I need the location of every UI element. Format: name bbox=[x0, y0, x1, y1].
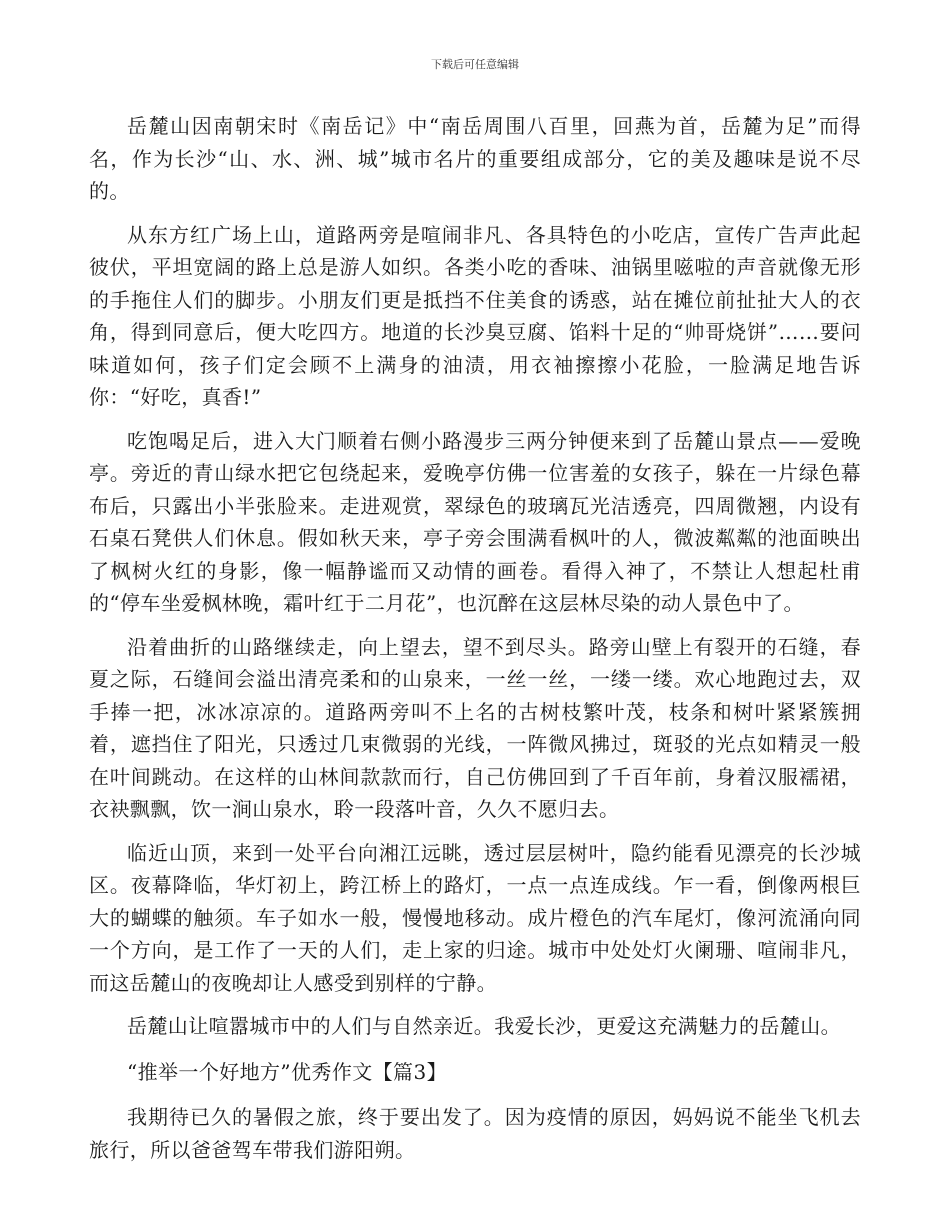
paragraph-intro: 岳麓山因南朝宋时《南岳记》中“南岳周围八百里，回燕为首，岳麓为足”而得名，作为长沙“山、水、洲、城”城市名片的重要组成部分，它的美及趣味是说不尽的。 bbox=[89, 114, 861, 203]
section-title: “推举一个好地方”优秀作文【篇3】 bbox=[127, 1059, 447, 1084]
paragraph-conclusion: 岳麓山让喧嚣城市中的人们与自然亲近。我爱长沙，更爱这充满魅力的岳麓山。 bbox=[127, 1014, 841, 1038]
paragraph-summer-trip: 我期待已久的暑假之旅，终于要出发了。因为疫情的原因，妈妈说不能坐飞机去旅行，所以爸爸驾车带我们游阳朔。 bbox=[89, 1105, 861, 1162]
paragraph-aiwan-pavilion: 吃饱喝足后，进入大门顺着右侧小路漫步三两分钟便来到了岳麓山景点——爱晚亭。旁近的青山绿水把它包绕起来，爱晚亭仿佛一位害羞的女孩子，躲在一片绿色幕布后，只露出小半张脸来。走进观赏，翠绿色的玻璃瓦光洁透亮，四周微翘，内设有石桌石凳供人们休息。假如秋天来，亭子旁会围满看枫叶的人，微波粼粼的池面映出了枫树火红的身影，像一幅静谧而又动情的画卷。看得入神了，不禁让人想起杜甫的“停车坐爱枫林晚，霜叶红于二月花”，也沉醉在这层林尽染的动人景色中了。 bbox=[89, 428, 861, 615]
paragraph-mountain-path: 沿着曲折的山路继续走，向上望去，望不到尽头。路旁山壁上有裂开的石缝，春夏之际，石缝间会溢出清亮柔和的山泉来，一丝一丝，一缕一缕。欢心地跑过去，双手捧一把，冰冰凉凉的。道路两旁叫不上名的古树枝繁叶茂，枝条和树叶紧紧簇拥着，遮挡住了阳光，只透过几束微弱的光线，一阵微风拂过，斑驳的光点如精灵一般在叶间跳动。在这样的山林间款款而行，自己仿佛回到了千百年前，身着汉服襦裙，衣袂飘飘，饮一涧山泉水，聆一段落叶音，久久不愿归去。 bbox=[89, 634, 861, 821]
document-body bbox=[89, 110, 861, 1177]
paragraph-summit-view: 临近山顶，来到一处平台向湘江远眺，透过层层树叶，隐约能看见漂亮的长沙城区。夜幕降临，华灯初上，跨江桥上的路灯，一点一点连成线。乍一看，倒像两根巨大的蝴蝶的触须。车子如水一般，慢慢地移动。成片橙色的汽车尾灯，像河流涌向同一个方向，是工作了一天的人们，走上家的归途。城市中处处灯火阑珊、喧闹非凡，而这岳麓山的夜晚却让人感受到别样的宁静。 bbox=[89, 840, 861, 995]
page-header-note: 下载后可任意编辑 bbox=[431, 58, 519, 71]
paragraph-snacks: 从东方红广场上山，道路两旁是喧闹非凡、各具特色的小吃店，宣传广告声此起彼伏，平坦宽阔的路上总是游人如织。各类小吃的香味、油锅里嗞啦的声音就像无形的手拖住人们的脚步。小朋友们更是抵挡不住美食的诱惑，站在摊位前扯扯大人的衣角，得到同意后，便大吃四方。地道的长沙臭豆腐、馅料十足的“帅哥烧饼”……要问味道如何，孩子们定会顾不上满身的油渍，用衣袖擦擦小花脸，一脸满足地告诉你：“好吃，真香!” bbox=[89, 222, 861, 409]
